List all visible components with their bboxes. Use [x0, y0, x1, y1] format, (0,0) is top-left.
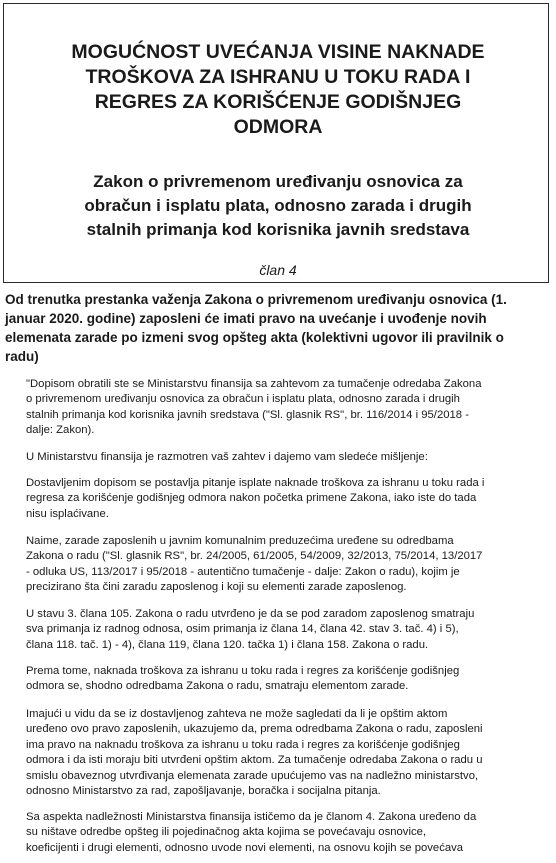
paragraph-article-105: U stavu 3. člana 105. Zakona o radu utvrđeno je da se pod zaradom zaposlenog smatraju sva primanja iz radnog odnosa, osim primanja iz člana 14, člana 42. stav 3. tač. 4) i 5), člana 118. tač. 1) - 4), člana 119, člana 120. tačka 1) i člana 158. Zakona o radu.	[26, 608, 475, 651]
paragraph-conclusion: Prema tome, naknada troškova za ishranu u toku rada i regres za korišćenje godišnjeg odmora se, shodno odredbama Zakona o radu, smatraju elementom zarade.	[26, 665, 460, 693]
document-title: MOGUĆNOST UVEĆANJA VISINE NAKNADE TROŠKOVA ZA ISHRANU U TOKU RADA I REGRES ZA KORIŠĆENJE GODIŠNJEG ODMORA	[71, 41, 485, 138]
intro-summary: Od trenutka prestanka važenja Zakona o privremenom uređivanju osnovica (1. januar 2020. godine) zaposleni će imati pravo na uvećanje i uvođenje novih elemenata zarade po izmeni svog opšteg akta (kolektivni ugovor ili pravilnik o radu)	[5, 292, 507, 364]
paragraph-ministry-competence: Sa aspekta nadležnosti Ministarstva finansija ističemo da je članom 4. Zakona uređeno da su ništave odredbe opšteg ili pojedinačnog akta kojima se povećavaju osnovice, koeficijenti i drugi elementi, odnosno uvode novi elementi, na osnovu kojih se povećava	[26, 811, 477, 854]
paragraph-question: Dostavljenim dopisom se postavlja pitanje isplate naknade troškova za ishranu u toku rada i regresa za korišćenje godišnjeg odmora nakon početka primene Zakona, iako iste do tada nisu isplaćivane.	[26, 477, 485, 520]
paragraph-request: "Dopisom obratili ste se Ministarstvu finansija sa zahtevom za tumačenje odredaba Zakona o privremenom uređivanju osnovica za obračun i isplatu plata, odnosno zarada i drugih stalnih primanja kod korisnika javnih sredstava ("Sl. glasnik RS", br. 116/2014 i 95/2018 - dalje: Zakon).	[26, 378, 482, 437]
paragraph-opinion: U Ministarstvu finansija je razmotren vaš zahtev i dajemo vam sledeće mišljenje:	[26, 451, 428, 463]
paragraph-general-act: Imajući u vidu da se iz dostavljenog zahteva ne može sagledati da li je opštim aktom uređeno ovo pravo zaposlenih, ukazujemo da, prema odredbama Zakona o radu, zaposleni ima pravo na naknadu troškova za ishranu u toku rada i regres za korišćenje godišnjeg odmora i da isti moraju biti utvrđeni opštim aktom. Za tumačenje odredaba Zakona o radu u smislu obaveznog utvrđivanja elemenata zarade upućujemo vas na nadležno ministarstvo, odnosno Ministarstvo za rad, zapošljavanje, boračka i socijalna pitanja.	[26, 708, 483, 798]
law-subtitle: Zakon o privremenom uređivanju osnovica za obračun i isplatu plata, odnosno zarada i drugih stalnih primanja kod korisnika javnih sredstava	[84, 172, 472, 239]
article-number: član 4	[259, 262, 297, 278]
paragraph-labor-law: Naime, zarade zaposlenih u javnim komunalnim preduzećima uređene su odredbama Zakona o radu ("Sl. glasnik RS", br. 24/2005, 61/2005, 54/2009, 32/2013, 75/2014, 13/2017 - odluka US, 113/2017 i 95/2018 - autentično tumačenje - dalje: Zakon o radu), kojim je precizirano šta čini zaradu zaposlenog i koji su elementi zarade zaposlenog.	[26, 535, 483, 594]
